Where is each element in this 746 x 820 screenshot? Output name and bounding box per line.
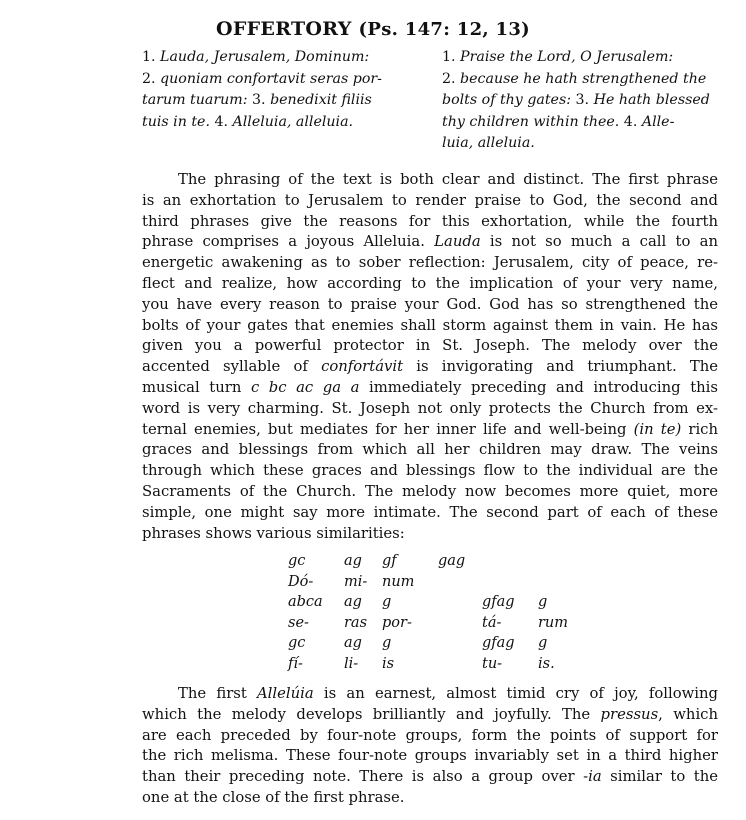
verse-text: Lauda, Jerusalem, Dominum: xyxy=(155,49,370,65)
paragraph-line: bolts of your gates that enemies shall storm against them in vain. He has xyxy=(142,316,718,334)
english-line xyxy=(442,112,718,134)
verse-text: because he hath strengthened the xyxy=(455,70,707,87)
paragraph-line: ternal enemies, but mediates for her inner life and well-being (in te) rich xyxy=(142,420,718,438)
paragraph-line: word is very charming. St. Joseph not only protects the Church from ex- xyxy=(142,399,718,417)
neume-cell: ag xyxy=(344,635,362,652)
syllable-cell: is. xyxy=(538,655,555,672)
syllable-cell: tá- xyxy=(482,614,502,631)
neume-cell: g xyxy=(538,635,548,652)
neume-cell: gf xyxy=(382,553,397,569)
english-line xyxy=(442,47,718,69)
verse-text: Praise the Lord, O Jerusalem: xyxy=(455,49,674,65)
latin-text-column xyxy=(142,47,418,133)
verse-number: 2. xyxy=(142,70,156,87)
italic-term: c bc ac ga a xyxy=(250,378,360,396)
verse-text: luia, alleluia. xyxy=(442,135,535,151)
neume-cell: g xyxy=(538,594,548,611)
neume-cell: gag xyxy=(438,553,466,569)
verse-text: Alleluia, alleluia. xyxy=(228,113,354,130)
verse-text: thy children within thee. xyxy=(442,113,624,130)
verse-text: quoniam confortavit seras por- xyxy=(155,70,382,87)
neume-cell: gc xyxy=(288,635,306,652)
neume-cell: g xyxy=(382,635,392,652)
verse-text: benedixit filiis xyxy=(265,92,372,108)
english-translation-column xyxy=(442,47,718,155)
syllable-cell: se- xyxy=(288,614,309,631)
paragraph-line: through which these graces and blessings flow to the individual are the xyxy=(142,462,718,480)
paragraph-line: accented syllable of confortávit is invigorating and triumphant. The xyxy=(142,358,719,376)
neume-cell: abca xyxy=(288,594,323,611)
neume-cell: ag xyxy=(344,553,362,569)
paragraph-line: graces and blessings from which all her children may draw. The veins xyxy=(142,441,718,459)
italic-term: Lauda xyxy=(434,233,481,251)
syllable-cell: ras xyxy=(344,614,368,631)
paragraph-line: musical turn c bc ac ga a immediately preceding and introducing this xyxy=(142,378,719,396)
neume-cell: ag xyxy=(344,594,362,611)
paragraph-line: phrase comprises a joyous Alleluia. Lauda is not so much a call to an xyxy=(142,233,718,251)
verse-number: 4. xyxy=(623,113,638,130)
paragraph-line: flect and realize, how according to the implication of your very name, xyxy=(142,274,718,292)
verse-number: 3. xyxy=(575,92,590,108)
paragraph-line: than their preceding note. There is also a group over -ia similar to the xyxy=(142,768,719,786)
english-line xyxy=(442,133,718,155)
italic-term: confortávit xyxy=(321,358,404,376)
verse-text: tuis in te. xyxy=(142,113,215,130)
paragraph-line: the rich melisma. These four-note groups invariably set in a third higher xyxy=(142,747,718,765)
syllable-cell: tu- xyxy=(482,655,503,672)
syllable-cell: mi- xyxy=(344,573,368,590)
english-line xyxy=(442,69,718,91)
paragraph-line: which the melody develops brilliantly and joyfully. The pressus, which xyxy=(142,705,718,723)
syllable-cell: por- xyxy=(382,614,412,631)
verse-text: tarum tuarum: xyxy=(142,92,253,108)
syllable-cell: is xyxy=(382,655,395,672)
verse-number: 3. xyxy=(252,92,266,108)
commentary-paragraph-1 xyxy=(142,170,718,544)
verse-text: He hath blessed xyxy=(589,92,710,108)
verse-text: Alle- xyxy=(637,113,675,130)
syllable-cell: num xyxy=(382,573,415,590)
commentary-paragraph-2 xyxy=(142,684,718,809)
neume-cell: gc xyxy=(288,553,306,569)
title-text: OFFERTORY xyxy=(215,18,352,40)
paragraph-line: phrases shows various similarities: xyxy=(142,524,405,542)
italic-term: -ia xyxy=(583,768,602,786)
neume-cell: g xyxy=(382,594,392,611)
paragraph-line: The first Allelúia is an earnest, almost timid cry of joy, following xyxy=(178,685,718,702)
italic-term: pressus xyxy=(600,705,659,723)
neume-cell: gfag xyxy=(482,635,515,652)
verse-number: 1. xyxy=(442,49,456,65)
syllable-cell: fí- xyxy=(288,655,303,672)
paragraph-line: energetic awakening as to sober reflection: Jerusalem, city of peace, re- xyxy=(142,254,718,272)
paragraph-line: one at the close of the first phrase. xyxy=(142,788,405,806)
verse-number: 1. xyxy=(142,49,156,65)
neume-cell: gfag xyxy=(482,594,515,611)
paragraph-line: third phrases give the reasons for this exhortation, while the fourth xyxy=(142,212,718,230)
latin-line xyxy=(142,47,418,69)
latin-line xyxy=(142,112,418,134)
psalm-reference: (Ps. 147: 12, 13) xyxy=(358,19,530,40)
syllable-cell: rum xyxy=(538,614,569,631)
paragraph-line: simple, one might say more intimate. The second part of each of these xyxy=(142,503,718,521)
verse-text: bolts of thy gates: xyxy=(442,92,576,108)
syllable-cell: li- xyxy=(344,655,359,672)
paragraph-line: The phrasing of the text is both clear and distinct. The first phrase xyxy=(178,171,718,188)
english-line xyxy=(442,90,718,112)
latin-line xyxy=(142,69,418,91)
page-title xyxy=(0,18,746,40)
italic-term: (in te) xyxy=(633,420,682,438)
syllable-cell: Dó- xyxy=(288,573,314,590)
latin-line xyxy=(142,90,418,112)
verse-number: 4. xyxy=(214,113,229,130)
paragraph-line: given you a powerful protector in St. Joseph. The melody over the xyxy=(142,337,718,355)
paragraph-line: is an exhortation to Jerusalem to render praise to God, the second and xyxy=(142,191,718,209)
paragraph-line: you have every reason to praise your God. God has so strengthened the xyxy=(142,295,718,313)
verse-number: 2. xyxy=(442,70,456,87)
italic-term: Allelúia xyxy=(257,685,314,702)
paragraph-line: Sacraments of the Church. The melody now becomes more quiet, more xyxy=(142,482,718,500)
paragraph-line: are each preceded by four-note groups, form the points of support for xyxy=(142,726,718,744)
